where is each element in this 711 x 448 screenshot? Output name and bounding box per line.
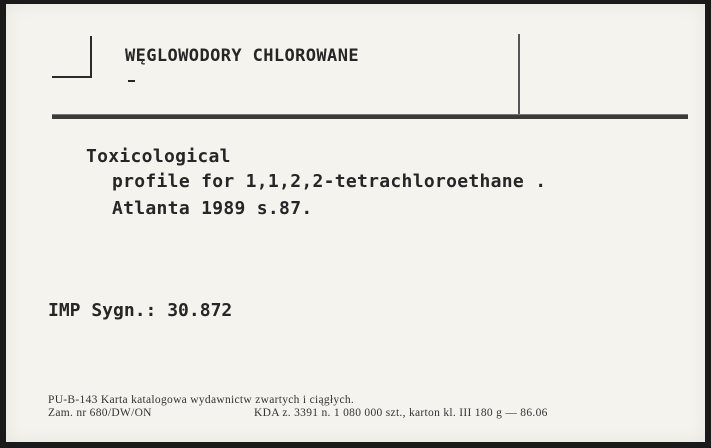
subject-heading: WĘGLOWODORY CHLOROWANE	[125, 46, 359, 66]
catalog-card	[6, 4, 705, 442]
entry-imprint-line: Atlanta 1989 s.87.	[112, 198, 313, 219]
printer-footer-details: KDA z. 3391 n. 1 080 000 szt., karton kl. III 180 g — 86.06	[254, 407, 548, 419]
header-rule	[52, 114, 688, 119]
corner-mark-vertical	[90, 36, 92, 78]
entry-title-line-1: Toxicological	[86, 146, 231, 167]
printer-footer-line-1: PU-B-143 Karta katalogowa wydawnictw zwartych i ciągłych.	[48, 394, 355, 406]
signature-value: 30.872	[167, 300, 233, 321]
corner-mark-horizontal	[52, 76, 92, 78]
printer-footer-order: Zam. nr 680/DW/ON	[48, 407, 152, 419]
entry-title-line-2: profile for 1,1,2,2-tetrachloroethane .	[112, 171, 547, 192]
heading-dash	[128, 80, 135, 82]
signature	[48, 300, 232, 321]
column-divider	[518, 34, 520, 114]
signature-label: IMP Sygn.:	[48, 300, 157, 321]
